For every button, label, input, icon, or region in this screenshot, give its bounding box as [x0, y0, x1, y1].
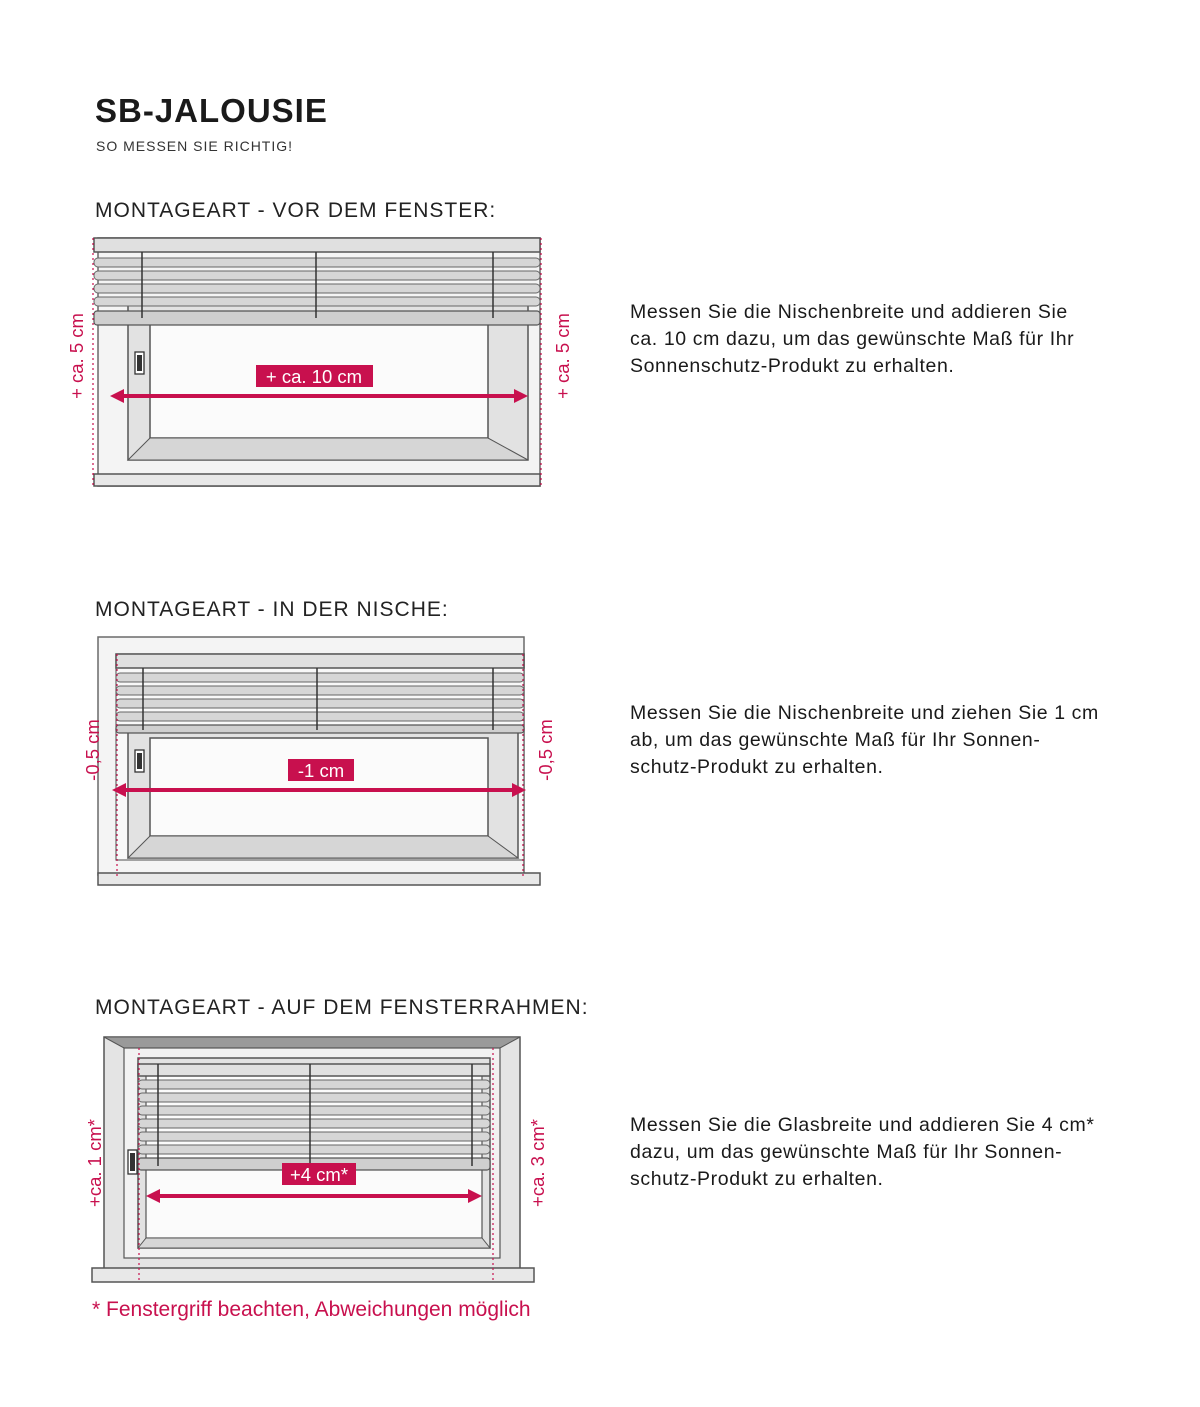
blind-slat [138, 1119, 490, 1128]
description-line: ca. 10 cm dazu, um das gewünschte Maß für Ihr [630, 328, 1075, 350]
description-line: schutz-Produkt zu erhalten. [630, 756, 884, 778]
footnote: * Fenstergriff beachten, Abweichungen möglich [92, 1298, 531, 1321]
description-auf-dem-fensterrahmen [630, 1112, 1150, 1193]
blind-slat [138, 1132, 490, 1141]
page-title: SB-JALOUSIE [95, 92, 328, 129]
blind-slat [138, 1093, 490, 1102]
section-title-auf-dem-fensterrahmen: MONTAGEART - AUF DEM FENSTERRAHMEN: [95, 996, 589, 1019]
diagram-auf-dem-fensterrahmen [0, 0, 620, 1300]
window-sill [92, 1268, 534, 1282]
description-in-der-nische [630, 700, 1150, 781]
blind-headrail [138, 1064, 490, 1076]
window-frame-bottom [138, 1238, 490, 1248]
section-title-in-der-nische: MONTAGEART - IN DER NISCHE: [95, 598, 449, 621]
width-label: + ca. 10 cm [265, 366, 363, 387]
description-vor-dem-fenster [630, 299, 1150, 380]
page-subtitle: SO MESSEN SIE RICHTIG! [96, 138, 294, 154]
left-offset-label: -0,5 cm [82, 719, 103, 781]
right-offset-label: -0,5 cm [535, 719, 556, 781]
niche-top [104, 1037, 520, 1048]
description-line: dazu, um das gewünschte Maß für Ihr Sonnen- [630, 1141, 1063, 1163]
description-line: Messen Sie die Glasbreite und addieren Sie 4 cm* [630, 1114, 1095, 1136]
description-line: Sonnenschutz-Produkt zu erhalten. [630, 355, 955, 377]
window-handle-icon [128, 1150, 137, 1174]
width-label: -1 cm [297, 760, 345, 781]
blind-slat [138, 1145, 490, 1154]
width-label: +4 cm* [289, 1164, 349, 1185]
right-offset-label: + ca. 5 cm [552, 313, 573, 399]
description-line: Messen Sie die Nischenbreite und addieren Sie [630, 301, 1068, 323]
description-line: Messen Sie die Nischenbreite und ziehen Sie 1 cm [630, 702, 1099, 724]
description-line: schutz-Produkt zu erhalten. [630, 1168, 884, 1190]
left-offset-label: +ca. 1 cm* [84, 1119, 105, 1207]
right-offset-label: +ca. 3 cm* [527, 1119, 548, 1207]
description-line: ab, um das gewünschte Maß für Ihr Sonnen- [630, 729, 1041, 751]
left-offset-label: + ca. 5 cm [66, 313, 87, 399]
blind-slat [138, 1080, 490, 1089]
blind-slat [138, 1106, 490, 1115]
section-title-vor-dem-fenster: MONTAGEART - VOR DEM FENSTER: [95, 199, 497, 222]
